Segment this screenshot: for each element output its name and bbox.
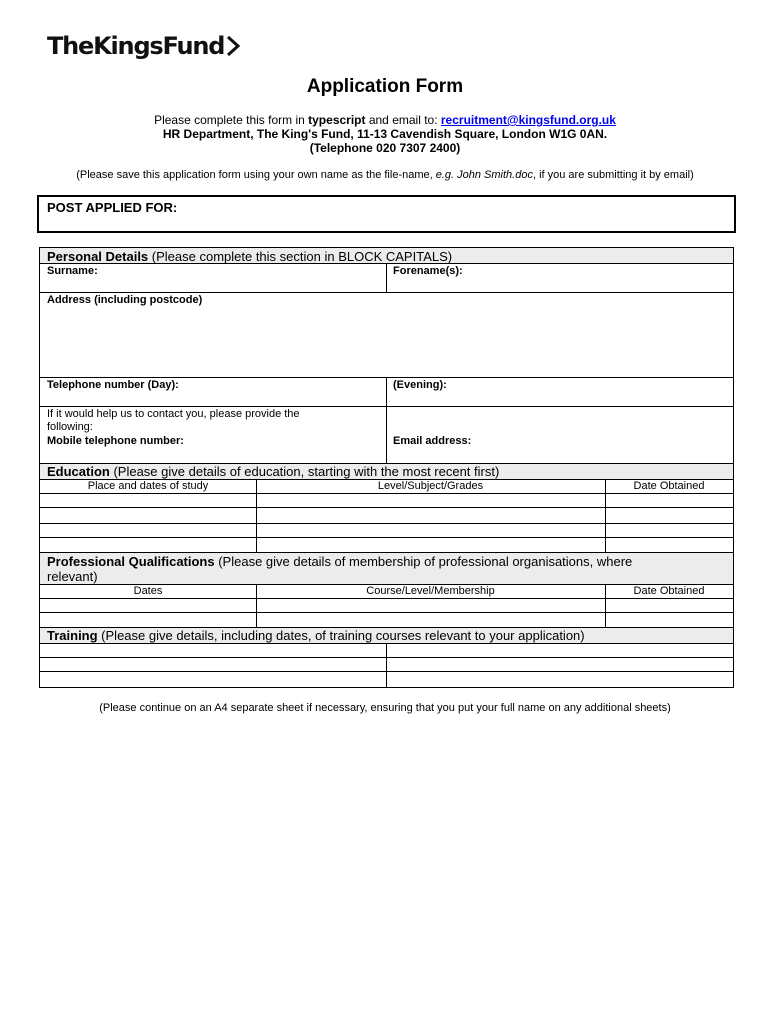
logo-text: TheKingsFund xyxy=(47,32,225,60)
intro-address: HR Department, The King's Fund, 11-13 Cavendish Square, London W1G 0AN. xyxy=(162,127,608,141)
training-instruction: (Please give details, including dates, of training courses relevant to your application) xyxy=(97,628,585,643)
telephone-day-label[interactable]: Telephone number (Day): xyxy=(47,379,179,391)
note-example: e.g. John Smith.doc xyxy=(435,169,533,181)
intro-text-2: and email to: xyxy=(365,113,441,127)
personal-details-instruction: (Please complete this section in BLOCK CAPITALS) xyxy=(148,249,453,264)
education-col-date: Date Obtained xyxy=(633,480,705,492)
contact-note-line-1: If it would help us to contact you, please provide the xyxy=(47,408,300,420)
intro-text: Please complete this form in xyxy=(154,113,309,127)
kings-fund-logo xyxy=(47,32,241,60)
telephone-evening-label[interactable]: (Evening): xyxy=(393,379,447,391)
address-label[interactable]: Address (including postcode) xyxy=(47,294,203,306)
note-text: (Please save this application form using your own name as the file-name, xyxy=(76,169,436,181)
professional-col-date: Date Obtained xyxy=(633,585,705,597)
education-heading xyxy=(47,464,499,479)
training-heading xyxy=(47,628,585,643)
contact-note-line-2: following: xyxy=(47,421,93,433)
professional-title: Professional Qualifications xyxy=(47,554,215,569)
mobile-label[interactable]: Mobile telephone number: xyxy=(47,435,184,447)
education-col-place: Place and dates of study xyxy=(87,480,209,492)
professional-heading xyxy=(47,554,632,569)
intro-bold: typescript xyxy=(308,113,366,127)
recruitment-email-link[interactable]: recruitment@kingsfund.org.uk xyxy=(440,113,616,127)
professional-instruction-line-2: relevant) xyxy=(47,569,98,584)
intro-line-1 xyxy=(0,113,770,127)
professional-col-dates: Dates xyxy=(133,585,163,597)
email-label[interactable]: Email address: xyxy=(393,435,472,447)
page-title: Application Form xyxy=(306,76,464,97)
education-col-level: Level/Subject/Grades xyxy=(377,480,484,492)
surname-label[interactable]: Surname: xyxy=(47,265,98,277)
training-title: Training xyxy=(47,628,98,643)
intro-telephone: (Telephone 020 7307 2400) xyxy=(309,141,461,155)
professional-col-course: Course/Level/Membership xyxy=(366,585,495,597)
personal-details-heading xyxy=(47,249,452,264)
chevron-right-icon xyxy=(225,35,241,57)
education-title: Education xyxy=(47,464,110,479)
forename-label[interactable]: Forename(s): xyxy=(393,265,463,277)
education-instruction: (Please give details of education, starting with the most recent first) xyxy=(109,464,500,479)
save-note xyxy=(0,169,770,181)
continuation-note: (Please continue on an A4 separate sheet if necessary, ensuring that you put your full name on any additional sheets) xyxy=(99,702,671,714)
post-applied-field[interactable] xyxy=(37,195,736,233)
professional-instruction: (Please give details of membership of professional organisations, where xyxy=(214,554,633,569)
personal-details-title: Personal Details xyxy=(47,249,149,264)
note-text-2: , if you are submitting it by email) xyxy=(532,169,694,181)
post-applied-label: POST APPLIED FOR: xyxy=(47,200,178,215)
application-form-table xyxy=(39,247,734,688)
